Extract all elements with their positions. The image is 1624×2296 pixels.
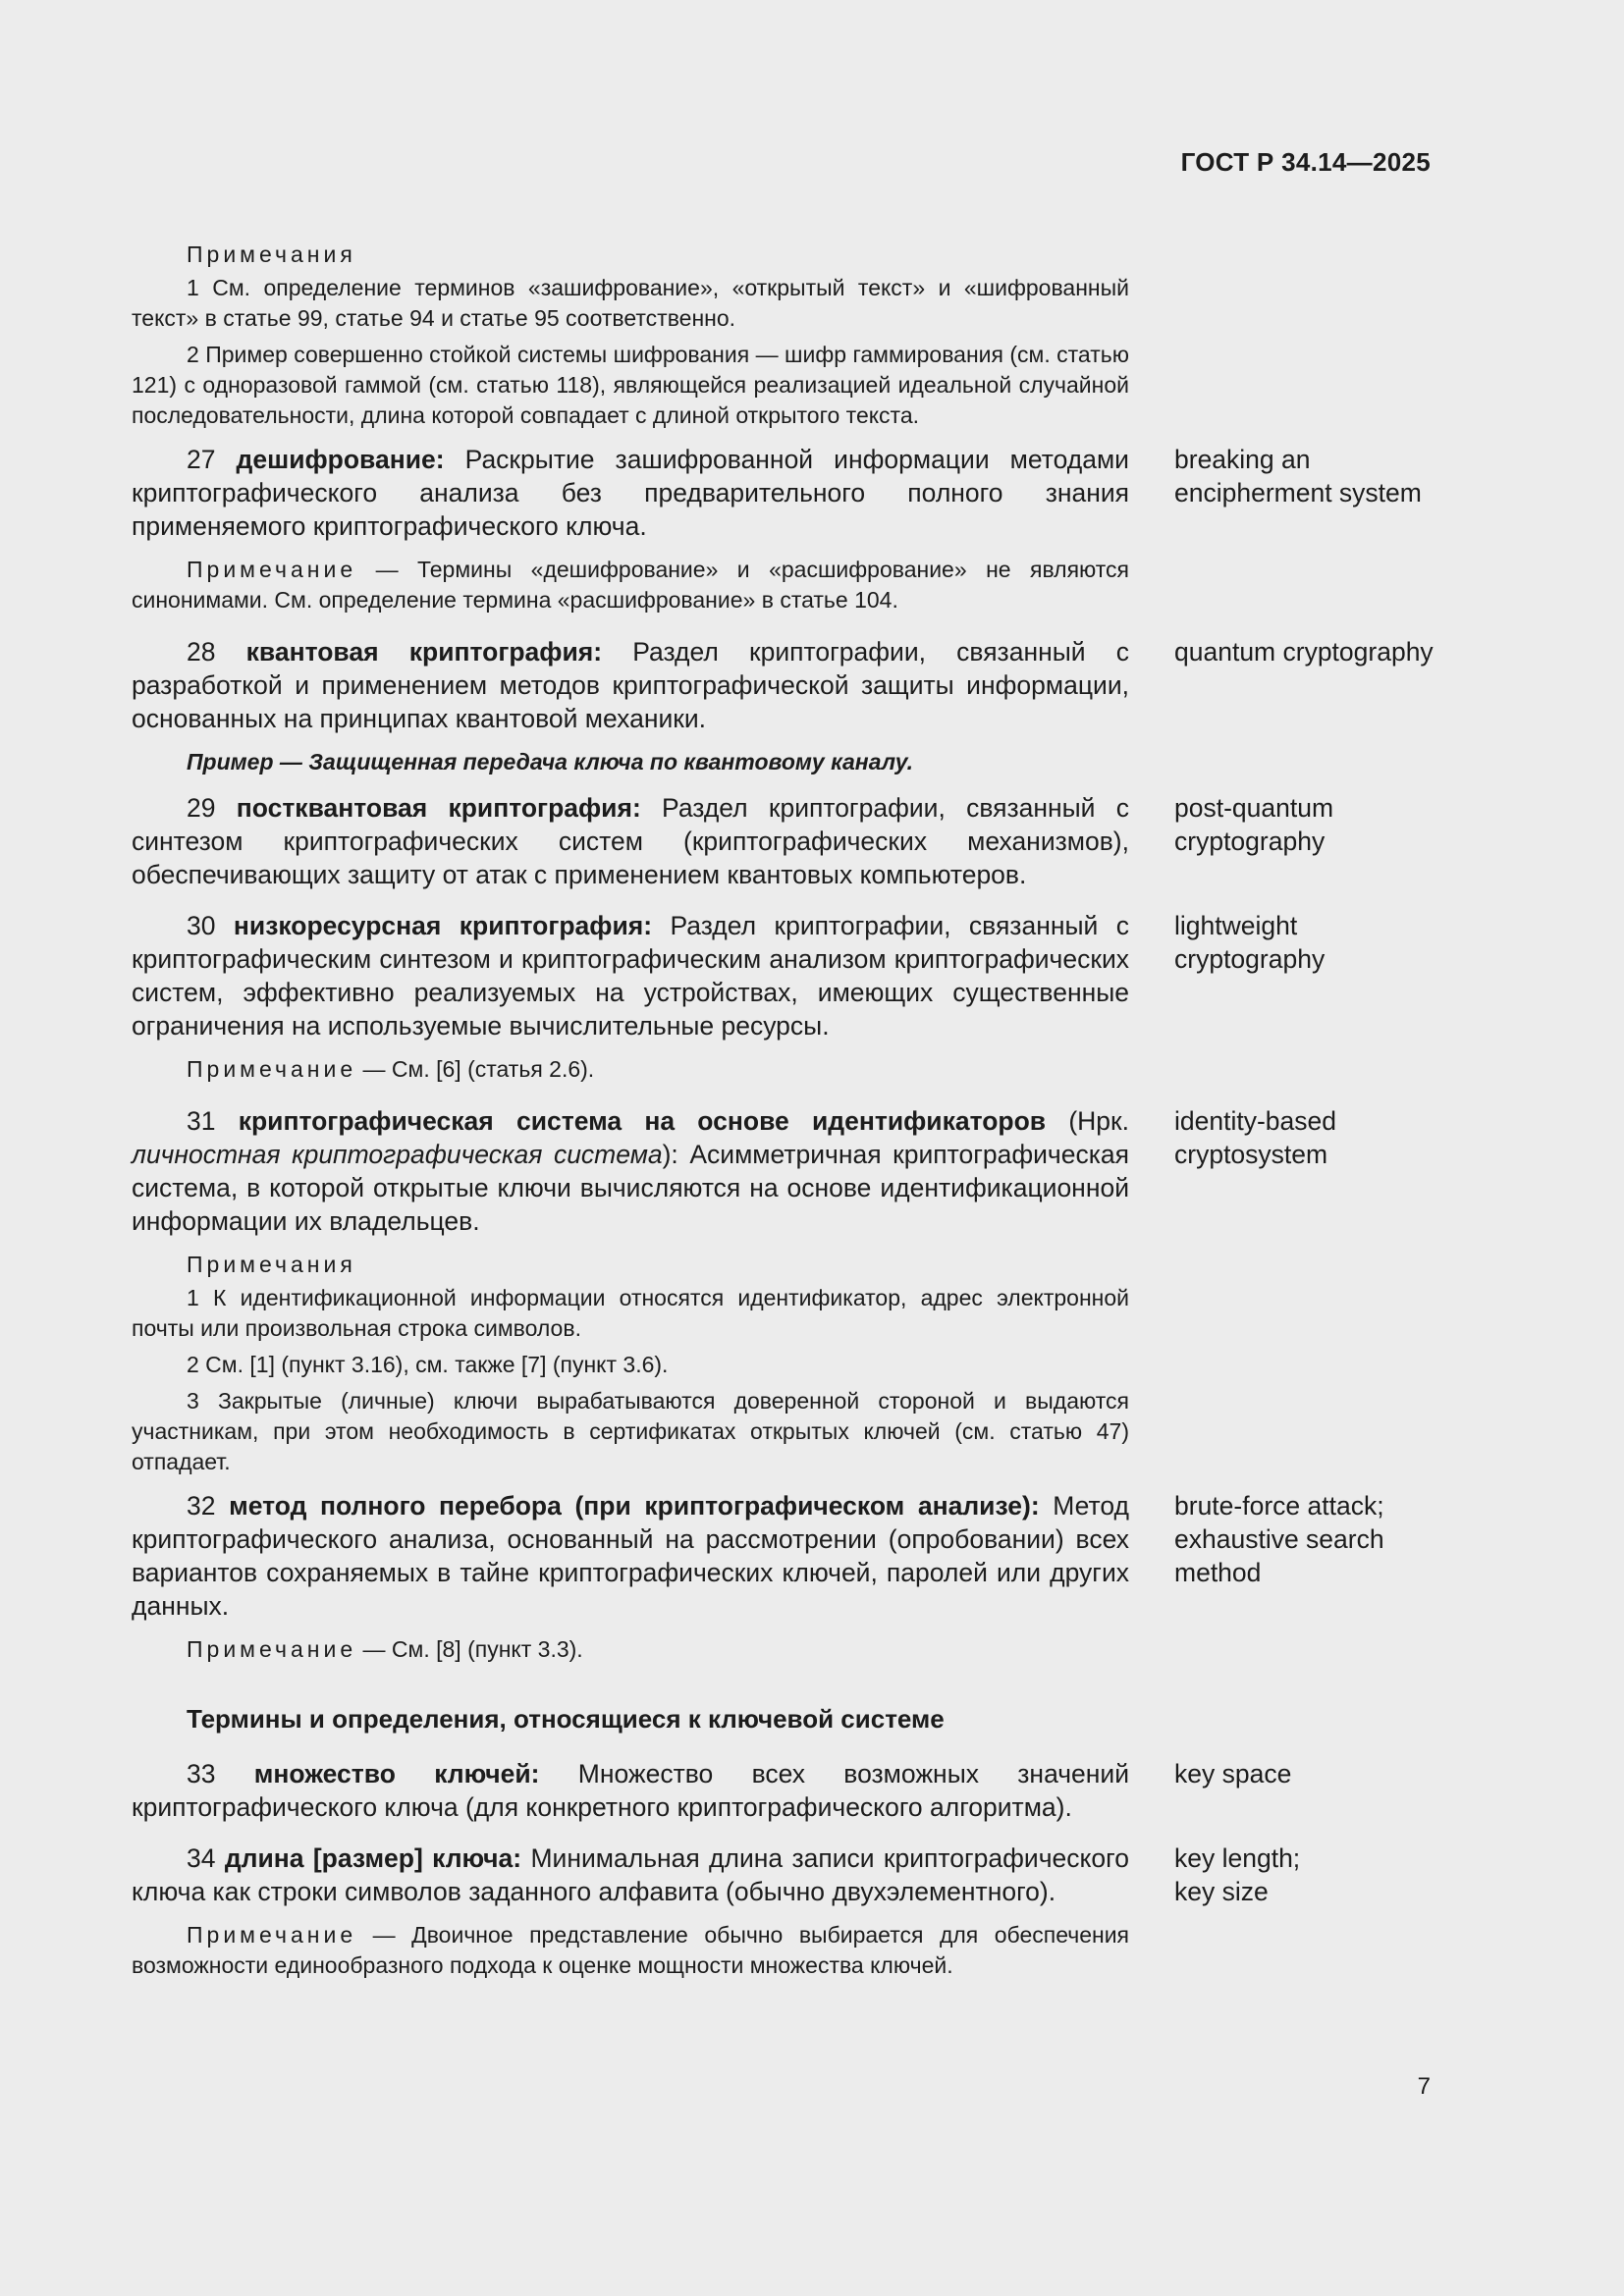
note-text: — См. [6] (статья 2.6). bbox=[356, 1056, 595, 1082]
term-name: длина [размер] ключа: bbox=[224, 1843, 522, 1873]
note-item: 3 Закрытые (личные) ключи вырабатываются доверенной стороной и выдаются участникам, при этом необходимость в сертификатах открытых ключей (см. статью 47) отпадает. bbox=[132, 1388, 1129, 1474]
term-definition: Минимальная длина записи криптографического ключа как строки символов заданного алфавита (обычно двухэлементного). bbox=[132, 1843, 1129, 1906]
term-number: 31 bbox=[187, 1106, 216, 1136]
term-nonrecommended: личностная криптографическая система bbox=[132, 1140, 663, 1169]
term-definition: Раздел криптографии, связанный с криптографическим синтезом и криптографическим анализом криптографических систем, эффективно реализуемых на устройствах, имеющих существенные ограничения на используемые вычислительные ресурсы. bbox=[132, 911, 1129, 1041]
term-name: криптографическая система на основе идентификаторов bbox=[238, 1106, 1047, 1136]
document-code: ГОСТ Р 34.14—2025 bbox=[1180, 147, 1431, 177]
term-definition: ): Асимметричная криптографическая система, в которой открытые ключи вычисляются на основе идентификационной информации их владельцев. bbox=[132, 1140, 1129, 1236]
term-entry-32 bbox=[132, 1489, 1447, 1634]
term-entry-29 bbox=[132, 791, 1447, 903]
english-equivalent: key space bbox=[1174, 1759, 1292, 1789]
english-equivalent: lightweight cryptography bbox=[1174, 911, 1326, 974]
term-name: множество ключей: bbox=[253, 1759, 540, 1789]
term-definition: Раздел криптографии, связанный с синтезом криптографических систем (криптографических механизмов), обеспечивающих защиту от атак с применением квантовых компьютеров. bbox=[132, 793, 1129, 889]
english-equivalent: identity-based cryptosystem bbox=[1174, 1106, 1336, 1169]
note-label: Примечание bbox=[187, 1056, 357, 1082]
notes-block-26 bbox=[132, 240, 1129, 431]
term-name: постквантовая криптография: bbox=[236, 793, 641, 823]
note-item bbox=[132, 1634, 1129, 1665]
notes-heading: Примечания bbox=[187, 1252, 356, 1277]
term-number: 28 bbox=[187, 637, 216, 667]
page-content bbox=[132, 240, 1447, 1987]
note-text: — Термины «дешифрование» и «расшифрование» не являются синонимами. См. определение термина «расшифрование» в статье 104. bbox=[132, 557, 1129, 613]
english-equivalent: brute-force attack; exhaustive search method bbox=[1174, 1491, 1384, 1587]
note-text: — Двоичное представление обычно выбирается для обеспечения возможности единообразного подхода к оценке мощности множества ключей. bbox=[132, 1922, 1129, 1978]
english-equivalent bbox=[1174, 1842, 1447, 1908]
note-item bbox=[132, 1920, 1129, 1981]
section-title: Термины и определения, относящиеся к ключевой системе bbox=[187, 1704, 945, 1734]
term-entry-28 bbox=[132, 635, 1447, 747]
english-equivalent: quantum cryptography bbox=[1174, 637, 1434, 667]
term-name: низкоресурсная криптография: bbox=[233, 911, 653, 940]
term-definition: Раскрытие зашифрованной информации методами криптографического анализа без предварительного полного знания применяемого криптографического ключа. bbox=[132, 445, 1129, 541]
note-text: — См. [8] (пункт 3.3). bbox=[356, 1636, 583, 1662]
term-definition: Раздел криптографии, связанный с разработкой и применением методов криптографической защиты информации, основанных на принципах квантовой механики. bbox=[132, 637, 1129, 733]
english-equivalent: post-quantum cryptography bbox=[1174, 793, 1334, 856]
term-name: дешифрование: bbox=[236, 445, 445, 474]
english-equivalent-line: key length; bbox=[1174, 1843, 1301, 1873]
term-number: 27 bbox=[187, 445, 216, 474]
note-label: Примечание bbox=[187, 1636, 357, 1662]
term-number: 29 bbox=[187, 793, 216, 823]
term-entry-34 bbox=[132, 1842, 1447, 1920]
page-number: 7 bbox=[1417, 2073, 1431, 2100]
term-entry-31 bbox=[132, 1104, 1447, 1250]
term-definition: Множество всех возможных значений криптографического ключа (для конкретного криптографического алгоритма). bbox=[132, 1759, 1130, 1822]
note-item bbox=[132, 1054, 1129, 1085]
term-definition: Метод криптографического анализа, основанный на рассмотрении (опробовании) всех вариантов сохраняемых в тайне криптографических ключей, паролей или других данных. bbox=[132, 1491, 1129, 1621]
term-entry-30 bbox=[132, 909, 1447, 1054]
note-item: 1 См. определение терминов «зашифрование», «открытый текст» и «шифрованный текст» в статье 99, статье 94 и статье 95 соответственно. bbox=[132, 275, 1129, 331]
note-label: Примечание bbox=[187, 1922, 357, 1948]
english-equivalent-line: key size bbox=[1174, 1877, 1269, 1906]
note-item bbox=[132, 555, 1129, 615]
term-number: 32 bbox=[187, 1491, 216, 1521]
note-item: 2 Пример совершенно стойкой системы шифрования — шифр гаммирования (см. статью 121) с одноразовой гаммой (см. статью 118), являющейся реализацией идеальной случайной последовательности, длина которой совпадает с длиной открытого текста. bbox=[132, 342, 1129, 428]
english-equivalent: breaking an encipherment system bbox=[1174, 445, 1422, 507]
term-number: 30 bbox=[187, 911, 216, 940]
term-name: квантовая криптография: bbox=[245, 637, 603, 667]
note-item: 1 К идентификационной информации относятся идентификатор, адрес электронной почты или произвольная строка символов. bbox=[132, 1285, 1129, 1341]
note-label: Примечание bbox=[187, 557, 357, 582]
term-nonrecommended-prefix: (Нрк. bbox=[1046, 1106, 1129, 1136]
term-number: 33 bbox=[187, 1759, 216, 1789]
term-entry-27 bbox=[132, 443, 1447, 555]
notes-heading: Примечания bbox=[187, 241, 356, 267]
term-entry-33 bbox=[132, 1757, 1447, 1836]
term-name: метод полного перебора (при криптографическом анализе): bbox=[229, 1491, 1040, 1521]
note-item: 2 См. [1] (пункт 3.16), см. также [7] (пункт 3.6). bbox=[187, 1352, 669, 1377]
example-text: Пример — Защищенная передача ключа по квантовому каналу. bbox=[187, 749, 914, 774]
term-number: 34 bbox=[187, 1843, 216, 1873]
